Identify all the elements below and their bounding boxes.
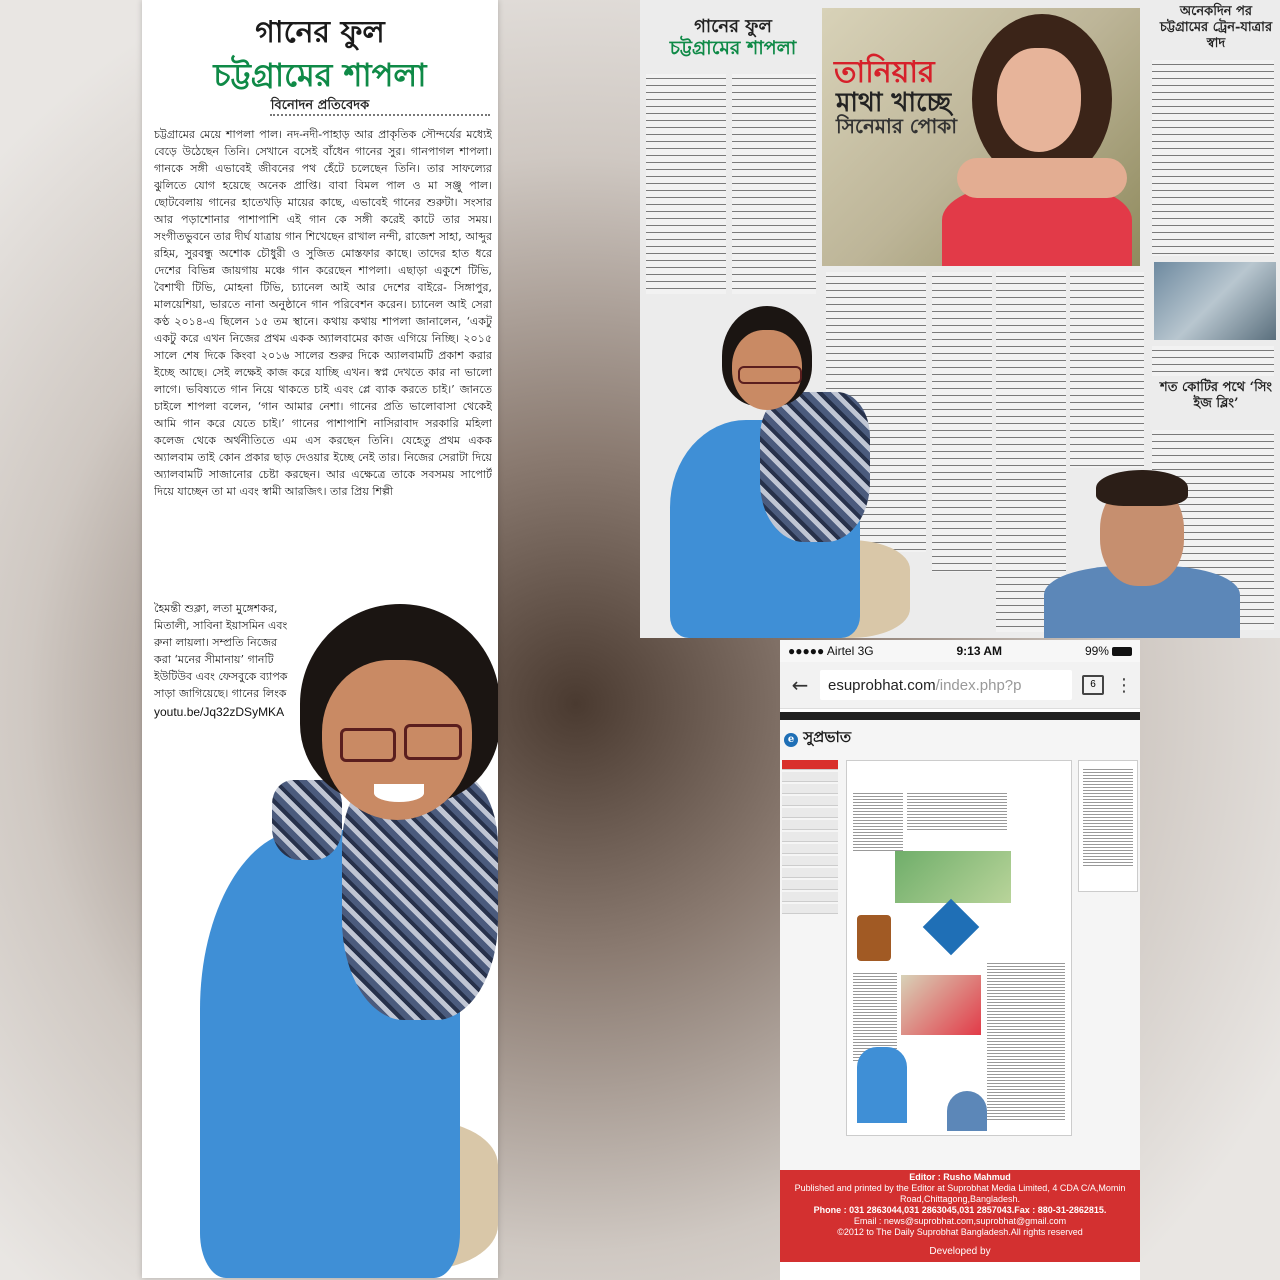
np-headline-left-1: গানের ফুল (694, 16, 772, 37)
singer-photo (182, 600, 498, 1278)
sidebar-item[interactable] (782, 856, 838, 866)
mini-column (1083, 767, 1133, 867)
footer-editor-text: Editor : Rusho Mahmud (909, 1172, 1011, 1182)
footer-editor (780, 1172, 1140, 1183)
np-singer-scarf (760, 392, 870, 542)
np-column (646, 74, 726, 294)
mini-photo (857, 1047, 907, 1123)
np-column (732, 74, 816, 294)
article-body-narrow-text: হৈমন্তী শুক্লা, লতা মুঙ্গেশকর, মিতালী, সাবিনা ইয়াসমিন এবং রুনা লায়লা। সম্প্রতি নিজের করা ‘মনের সীমানায়’ গানটি ইউটিউব এবং ফেসবুকে ব্যাপক সাড়া জাগিয়েছে। গানের লিংক (154, 602, 288, 700)
sidebar-item[interactable] (782, 892, 838, 902)
footer-published: Published and printed by the Editor at Suprobhat Media Limited, 4 CDA C/A,Momin Road,Chittagong,Bangladesh. (794, 1183, 1126, 1204)
youtube-link[interactable]: youtu.be/Jq32zDSyMKA (154, 705, 285, 719)
np-column (1070, 272, 1144, 468)
overflow-menu-icon[interactable]: ⋮ (1115, 674, 1133, 696)
sidebar-item[interactable] (782, 796, 838, 806)
actress-arms (957, 158, 1127, 198)
singer-glasses-right (404, 724, 462, 760)
e-logo-icon: e (784, 733, 798, 747)
mini-column (987, 961, 1065, 1121)
sidebar-item[interactable] (782, 844, 838, 854)
site-sidebar (782, 760, 838, 916)
site-logo-text: সুপ্রভাত (803, 728, 852, 746)
status-bar (780, 640, 1140, 662)
footer-email: Email : news@suprobhat.com,suprobhat@gmail.com (853, 1216, 1067, 1226)
singer-glasses-left (340, 728, 396, 762)
carrier-label: ●●●●● Airtel 3G (788, 644, 874, 658)
np-feature-title-2: মাথা খাচ্ছে (836, 88, 952, 118)
mini-column (907, 791, 1007, 831)
footer-copyright: ©2012 to The Daily Suprobhat Bangladesh.All rights reserved (837, 1227, 1083, 1237)
mini-photo (901, 975, 981, 1035)
mini-photo (895, 851, 1011, 903)
np-headline-right-2: শত কোটির পথে ‘সিং ইজ ব্লিং’ (1160, 380, 1273, 411)
np-feature-title-3: সিনেমার পোকা (836, 114, 958, 138)
tab-switcher-icon[interactable]: 6 (1082, 675, 1104, 695)
sidebar-item[interactable] (782, 784, 838, 794)
sidebar-item[interactable] (782, 880, 838, 890)
sidebar-item[interactable] (782, 808, 838, 818)
mini-drink (857, 915, 891, 961)
sidebar-item[interactable] (782, 772, 838, 782)
actress-face (997, 48, 1081, 152)
battery-indicator (1085, 644, 1132, 658)
url-host: esuprobhat.com (828, 676, 936, 694)
np-column (1152, 60, 1274, 256)
sidebar-item[interactable] (782, 832, 838, 842)
np-singer-glasses (738, 366, 802, 384)
epaper-page-preview[interactable] (846, 760, 1072, 1136)
article-title-line2: চট্টগ্রামের শাপলা (213, 56, 427, 94)
np-feature-title-1: তানিয়ার (834, 55, 935, 90)
footer-phone-text: Phone : 031 2863044,031 2863045,031 2857043.Fax : 880-31-2862815. (813, 1205, 1107, 1215)
np-headline-left-2: চট্টগ্রামের শাপলা (669, 37, 797, 59)
singer-smile (374, 784, 424, 802)
footer-developed-by: Developed by (929, 1246, 991, 1257)
browser-toolbar (780, 662, 1140, 709)
footer-phone (780, 1205, 1140, 1216)
singer-scarf-left (272, 780, 342, 860)
np-small-photo (1154, 262, 1276, 340)
newspaper-page-photo (640, 0, 1280, 638)
clock-label: 9:13 AM (956, 644, 1003, 658)
article-byline: বিনোদন প্রতিবেদক (270, 98, 370, 113)
mini-column (853, 791, 903, 851)
sidebar-item[interactable] (782, 760, 838, 770)
site-topbar (780, 712, 1140, 720)
back-arrow-icon[interactable]: ← (791, 673, 809, 697)
site-logo[interactable] (784, 726, 851, 751)
article-body: চট্টগ্রামের মেয়ে শাপলা পাল। নদ-নদী-পাহাড় আর প্রাকৃতিক সৌন্দর্যের মধ্যেই বেড়ে উঠেছেন তিনি। সেখানে বসেই বাঁধেন গানের সুর। গানপাগল শাপলা। গানকে সঙ্গী এভাবেই জীবনের পথ হেঁটে চলেছেন তিনি। তার সাফল্যের ঝুলিতে যোগ হয়েছে অনেক প্রাপ্তি। বাবা বিমল পাল ও মা সঞ্জু পাল। ছোটবেলায় গানের হাতেখড়ি মায়ের কাছে, এভাবেই গানের শুরুটা। সংসার আর পড়াশোনার পাশাপাশি এই গান কে সঙ্গী করেই কাটে তার সময়। সংগীতভুবনে তার দীর্ঘ যাত্রায় গান শিখেছেন রাখাল নন্দী, রাজেশ সাহা, আব্দুর রহিম, সুরবন্ধু অশোক চৌধুরী ও সুজিত মোস্তফার কাছে। তাদের হাত ধরে দেশের বিভিন্ন জায়গায় মঞ্চে গান করেছেন শাপলা। এছাড়া একুশে টিভি, বৈশাখী টিভি, মোহনা টিভি, চ্যানেল আই আর দেশের বাইরে- সিঙ্গাপুর, মালয়েশিয়া, ভারতে নানা অনুষ্ঠানে গান পরিবেশন করেন। চ্যানেল আই সেরা কণ্ঠ ২০১৪-এ ছিলেন ১৫ তম স্থানে। কথায় কথায় শাপলা জানালেন, ‘একটু একটু করে এখন নিজের প্রথম একক অ্যালবামের কাজ এগিয়ে নিচ্ছি। ২০১৫ সালে শেষ দিকে কিংবা ২০১৬ সালের শুরুর দিকে অ্যালবামটি প্রকাশ করার ইচ্ছে আছে। সেই লক্ষেই কাজ করে যাচ্ছি এখন। স্বপ্ন দেখতে কার না ভালো লাগে। ভবিষ্যতে গান নিয়ে থাকতে চাই এবং প্লে ব্যাক করতে চাই।’ জানতে চাইলে শাপলা বলেন, ‘গান আমার নেশা। গানের প্রতি ভালোবাসা থেকেই আমি গান করে যেতে চাই।’ গানের পাশাপাশি নাসিরাবাদ সরকারি মহিলা কলেজ থেকে অর্থনীতিতে এম এস করছেন তিনি। যেহেতু প্রথম একক অ্যালবাম তাই কোন প্রকার ছাড় দেওয়ার ইচ্ছে নেই তার। নিজের সেরাটা দিয়ে অ্যালবামটি সাজানোর চেষ্টা করছেন। আর এক্ষেত্রে তাকে সবসময় সাপোর্ট দিয়ে যাচ্ছেন তা মা এবং স্বামী আরজিৎ। তার প্রিয় শিল্পী (154, 128, 492, 498)
url-bar[interactable] (820, 670, 1072, 700)
battery-label: 99% (1084, 644, 1109, 658)
page-thumbnail[interactable] (1078, 760, 1138, 892)
sidebar-item[interactable] (782, 868, 838, 878)
phone-screenshot (780, 640, 1140, 1280)
newspaper-clipping-article (142, 0, 498, 1278)
np-headline-right: অনেকদিন পর চট্টগ্রামের ট্রেন-যাত্রার স্বাদ (1159, 4, 1273, 51)
np-feature-photo (822, 8, 1140, 266)
battery-icon (1112, 647, 1132, 656)
np-column (1152, 346, 1274, 376)
mini-photo (947, 1091, 987, 1131)
article-title-line1: গানের ফুল (255, 15, 385, 50)
byline-divider (270, 114, 490, 116)
np-singer-photo (650, 300, 920, 638)
sidebar-item[interactable] (782, 904, 838, 914)
sidebar-item[interactable] (782, 820, 838, 830)
mini-badge (923, 899, 980, 956)
url-path: /index.php?p (935, 676, 1022, 694)
actor-hair (1096, 470, 1188, 506)
epaper-site (780, 712, 1140, 1172)
np-column (932, 272, 992, 572)
np-actor-photo (1040, 470, 1240, 638)
